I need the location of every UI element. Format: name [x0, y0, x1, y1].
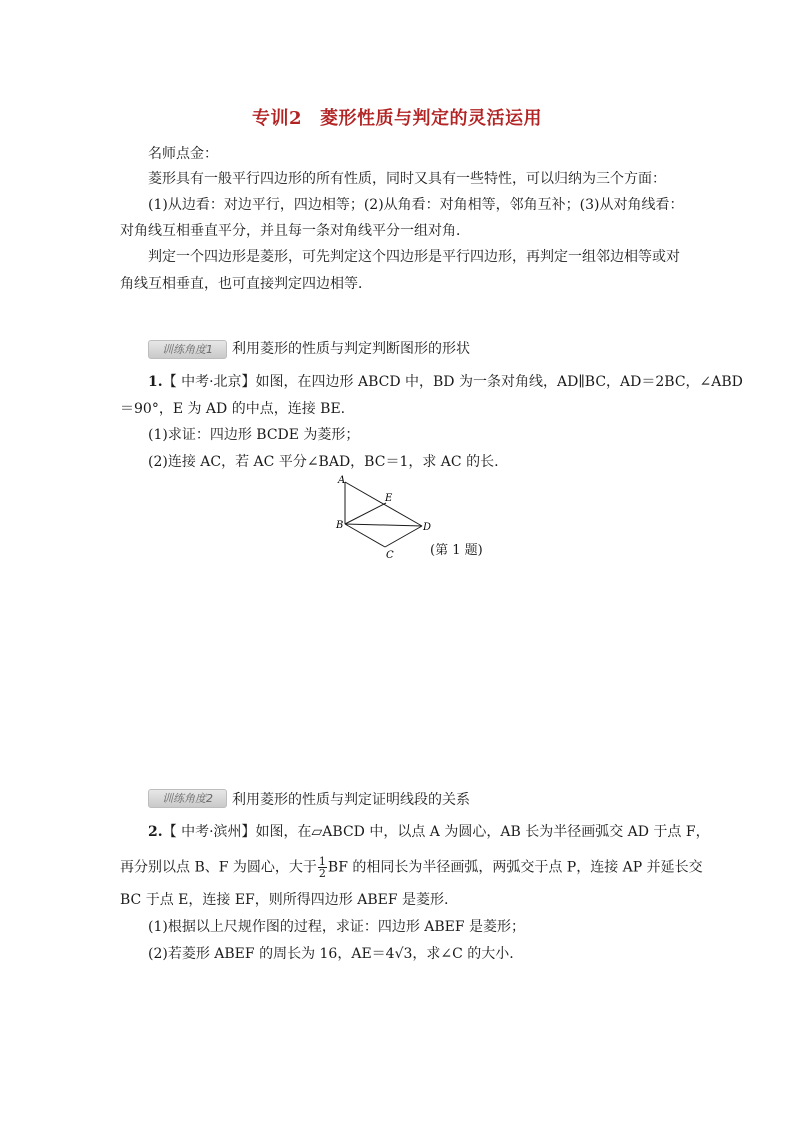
point-a-label: A	[338, 475, 346, 486]
fraction-numerator: 1	[318, 855, 326, 868]
point-c-label: C	[386, 550, 394, 561]
intro-paragraph-5: 角线互相垂直，也可直接判定四边相等．	[120, 276, 372, 292]
question2-part1: (1)根据以上尺规作图的过程，求证：四边形 ABEF 是菱形；	[148, 919, 526, 935]
intro-paragraph-4: 判定一个四边形是菱形，可先判定这个四边形是平行四边形，再判定一组邻边相等或对	[148, 249, 680, 265]
segment-bd	[345, 524, 422, 526]
intro-heading: 名师点金：	[148, 146, 218, 162]
point-d-label: D	[423, 522, 432, 533]
point-b-label: B	[336, 520, 344, 531]
question2-line3: BC 于点 E，连接 EF，则所得四边形 ABEF 是菱形.	[120, 892, 449, 908]
figure1-caption: (第 1 题)	[430, 543, 483, 558]
question2-number: 2.	[148, 824, 163, 840]
question1-number: 1.	[148, 374, 163, 390]
segment-be	[345, 503, 386, 524]
question1-part1: (1)求证：四边形 BCDE 为菱形；	[148, 427, 360, 443]
one-half-fraction	[318, 856, 327, 879]
question1-line1	[148, 372, 743, 392]
question2-part2: (2)若菱形 ABEF 的周长为 16，AE＝4√3，求∠C 的大小.	[148, 946, 514, 962]
intro-paragraph-3: 对角线互相垂直平分，并且每一条对角线平分一组对角．	[120, 223, 470, 239]
question2-line2	[120, 856, 703, 879]
question2-line1	[148, 822, 710, 842]
intro-paragraph-1: 菱形具有一般平行四边形的所有性质，同时又具有一些特性，可以归纳为三个方面：	[148, 171, 666, 187]
question1-part2: (2)连接 AC，若 AC 平分∠BAD，BC＝1，求 AC 的长.	[148, 454, 499, 470]
question1-text-1: 【 中考·北京】如图，在四边形 ABCD 中，BD 为一条对角线，AD∥BC，AD＝2BC，∠ABD	[162, 374, 743, 390]
segment-bc	[345, 524, 385, 547]
question2-text-1: 【 中考·滨州】如图，在▱ABCD 中，以点 A 为圆心，AB 长为半径画弧交 AD 于点 F，	[162, 824, 710, 840]
question2-text-2a: 再分别以点 B、F 为圆心，大于	[120, 859, 317, 876]
question1-figure	[330, 472, 440, 562]
question2-text-2b: BF 的相同长为半径画弧，两弧交于点 P，连接 AP 并延长交	[327, 859, 703, 876]
training-angle-badge-2: 训练角度2	[148, 789, 227, 808]
training-angle-badge-1: 训练角度1	[148, 340, 227, 359]
fraction-denominator: 2	[318, 867, 326, 880]
segment-cd	[385, 526, 422, 547]
section1-heading: 利用菱形的性质与判定判断图形的形状	[232, 341, 470, 357]
point-e-label: E	[385, 493, 393, 504]
section2-heading: 利用菱形的性质与判定证明线段的关系	[232, 792, 470, 808]
page-title: 专训2 菱形性质与判定的灵活运用	[251, 108, 543, 129]
intro-paragraph-2: (1)从边看：对边平行，四边相等；(2)从角看：对角相等，邻角互补；(3)从对角线看：	[148, 197, 684, 213]
question1-line2: ＝90°，E 为 AD 的中点，连接 BE.	[120, 401, 346, 417]
